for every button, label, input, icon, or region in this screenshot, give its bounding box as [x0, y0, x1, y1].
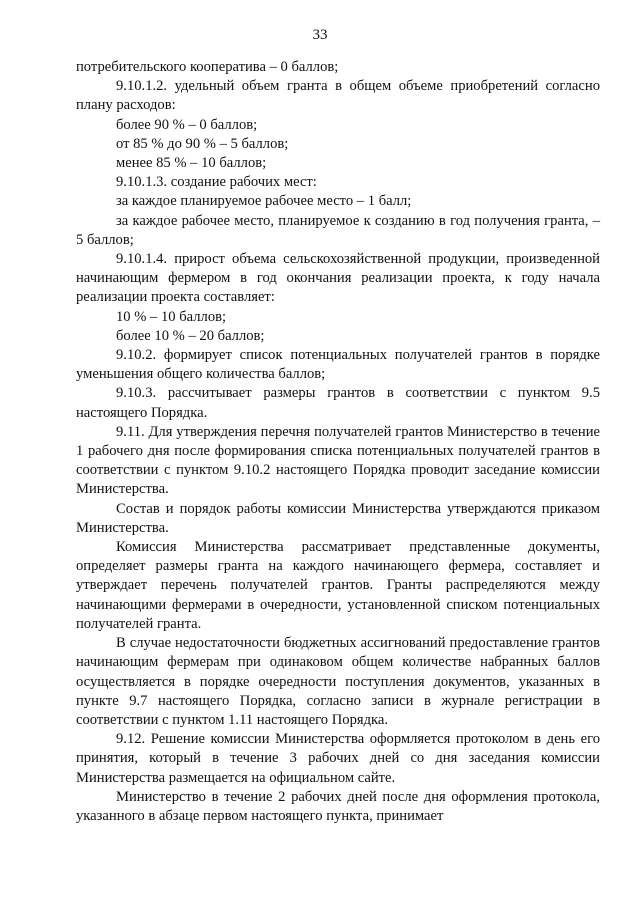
list-item: 9.10.1.3. создание рабочих мест:	[116, 174, 317, 191]
paragraph: 9.10.1.2. удельный объем гранта в общем объеме приобретений согласно плану расходов:	[76, 78, 600, 114]
paragraph: потребительского кооператива – 0 баллов;	[76, 59, 339, 75]
page-number: 33	[312, 27, 328, 43]
paragraph: 9.10.3. рассчитывает размеры грантов в соответствии с пунктом 9.5 настоящего Порядка.	[76, 385, 600, 421]
list-item: 10 % – 10 баллов;	[116, 308, 227, 325]
paragraph: В случае недостаточности бюджетных ассигнований предоставление грантов начинающим фермерам при одинаковом общем количестве набранных баллов осуществляется в порядке очередности поступления документов, указанных в пункте 9.7 настоящего Порядка, согласно записи в журнале регистрации в соответствии с пунктом 1.11 настоящего Порядка.	[76, 635, 600, 728]
list-item: более 10 % – 20 баллов;	[116, 327, 265, 344]
list-item: за каждое планируемое рабочее место – 1 балл;	[116, 193, 412, 210]
paragraph: Министерство в течение 2 рабочих дней после дня оформления протокола, указанного в абзаце первом настоящего пункта, принимает	[76, 788, 600, 824]
paragraph: 9.12. Решение комиссии Министерства оформляется протоколом в день его принятия, который в течение 3 рабочих дней со дня заседания комиссии Министерства размещается на официальном сайте.	[76, 731, 600, 786]
paragraph: Состав и порядок работы комиссии Министерства утверждаются приказом Министерства.	[76, 500, 600, 536]
paragraph: за каждое рабочее место, планируемое к созданию в год получения гранта, – 5 баллов;	[76, 212, 600, 248]
paragraph: 9.11. Для утверждения перечня получателей грантов Министерство в течение 1 рабочего дня после формирования списка потенциальных получателей грантов в соответствии с пунктом 9.10.2 настоящего Порядка проводит заседание комиссии Министерства.	[76, 423, 600, 498]
list-item: менее 85 % – 10 баллов;	[116, 155, 267, 172]
paragraph: 9.10.1.4. прирост объема сельскохозяйственной продукции, произведенной начинающим фермером в год окончания реализации проекта, к году начала реализации проекта составляет:	[76, 251, 600, 306]
paragraph: 9.10.2. формирует список потенциальных получателей грантов в порядке уменьшения общего количества баллов;	[76, 347, 600, 383]
list-item: более 90 % – 0 баллов;	[116, 116, 258, 133]
paragraph: Комиссия Министерства рассматривает представленные документы, определяет размеры гранта на каждого начинающего фермера, составляет и утверждает перечень получателей грантов. Гранты распределяются между начинающими фермерами в очередности, установленной списком потенциальных получателей гранта.	[76, 539, 600, 632]
list-item: от 85 % до 90 % – 5 баллов;	[116, 135, 289, 152]
document-body	[76, 58, 600, 826]
